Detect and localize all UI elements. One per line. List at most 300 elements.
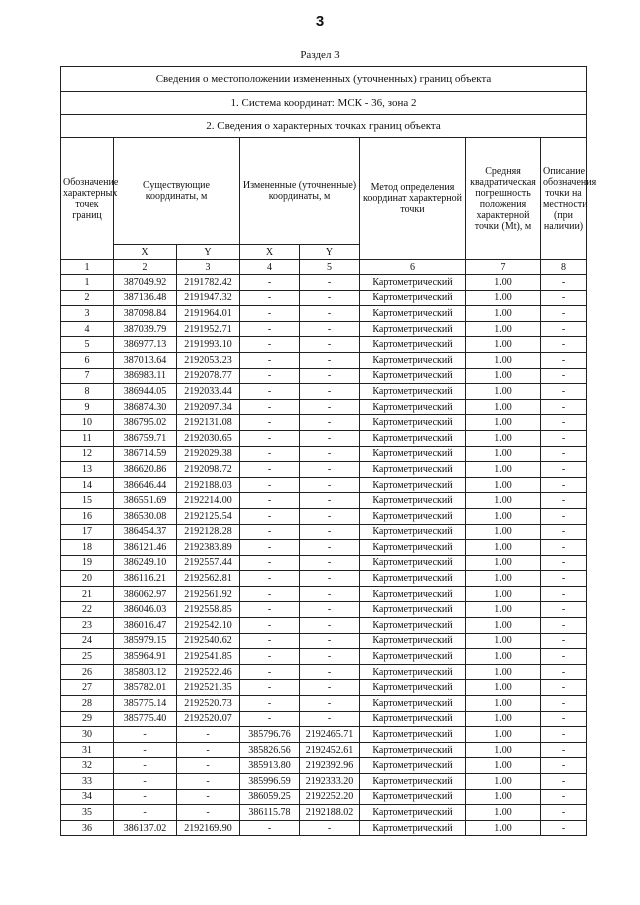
cell-accuracy: 1.00: [466, 446, 541, 462]
cell-existing-x: 386016.47: [114, 618, 177, 634]
cell-description: -: [541, 633, 587, 649]
cell-accuracy: 1.00: [466, 555, 541, 571]
cell-existing-y: 2192521.35: [177, 680, 240, 696]
table-row: [61, 384, 587, 400]
cell-existing-y: 2192557.44: [177, 555, 240, 571]
cell-accuracy: 1.00: [466, 742, 541, 758]
cell-description: -: [541, 352, 587, 368]
cell-changed-y: -: [300, 321, 360, 337]
cell-existing-y: 2192125.54: [177, 508, 240, 524]
cell-description: -: [541, 524, 587, 540]
cell-method: Картометрический: [360, 337, 466, 353]
cell-description: -: [541, 477, 587, 493]
table-row: [61, 430, 587, 446]
cell-existing-x: 386646.44: [114, 477, 177, 493]
cell-existing-y: 2192520.07: [177, 711, 240, 727]
cell-method: Картометрический: [360, 555, 466, 571]
cell-method: Картометрический: [360, 633, 466, 649]
cell-existing-x: 386062.97: [114, 586, 177, 602]
cell-existing-y: 2192169.90: [177, 820, 240, 836]
table-row: [61, 477, 587, 493]
cell-method: Картометрический: [360, 352, 466, 368]
cell-description: -: [541, 602, 587, 618]
cell-existing-y: 2192098.72: [177, 462, 240, 478]
cell-method: Картометрический: [360, 477, 466, 493]
cell-existing-x: 386714.59: [114, 446, 177, 462]
table-row: [61, 399, 587, 415]
cell-point-number: 21: [61, 586, 114, 602]
cell-method: Картометрический: [360, 306, 466, 322]
cell-method: Картометрический: [360, 820, 466, 836]
cell-existing-x: 386137.02: [114, 820, 177, 836]
cell-description: -: [541, 415, 587, 431]
table-row: [61, 352, 587, 368]
cell-accuracy: 1.00: [466, 711, 541, 727]
cell-point-number: 24: [61, 633, 114, 649]
cell-description: -: [541, 820, 587, 836]
cell-point-number: 15: [61, 493, 114, 509]
cell-description: -: [541, 430, 587, 446]
cell-method: Картометрический: [360, 446, 466, 462]
cell-changed-x: -: [240, 321, 300, 337]
column-number: 7: [466, 260, 541, 275]
cell-existing-y: 2192540.62: [177, 633, 240, 649]
cell-existing-y: 2192078.77: [177, 368, 240, 384]
cell-point-number: 32: [61, 758, 114, 774]
cell-changed-y: 2192465.71: [300, 727, 360, 743]
cell-description: -: [541, 774, 587, 790]
cell-accuracy: 1.00: [466, 275, 541, 291]
header-changed-x: X: [240, 245, 300, 260]
cell-method: Картометрический: [360, 368, 466, 384]
cell-existing-y: 2191952.71: [177, 321, 240, 337]
cell-changed-y: -: [300, 477, 360, 493]
cell-method: Картометрический: [360, 774, 466, 790]
cell-accuracy: 1.00: [466, 493, 541, 509]
table-row: [61, 337, 587, 353]
cell-existing-y: 2192383.89: [177, 540, 240, 556]
cell-existing-y: 2192558.85: [177, 602, 240, 618]
cell-changed-x: -: [240, 352, 300, 368]
cell-existing-y: -: [177, 789, 240, 805]
cell-method: Картометрический: [360, 430, 466, 446]
cell-existing-x: 385964.91: [114, 649, 177, 665]
cell-changed-x: 386059.25: [240, 789, 300, 805]
table-row: [61, 649, 587, 665]
cell-changed-x: -: [240, 555, 300, 571]
cell-method: Картометрический: [360, 586, 466, 602]
cell-existing-x: 386944.05: [114, 384, 177, 400]
cell-changed-y: -: [300, 602, 360, 618]
cell-changed-x: -: [240, 493, 300, 509]
cell-point-number: 35: [61, 805, 114, 821]
cell-method: Картометрический: [360, 696, 466, 712]
cell-existing-x: -: [114, 774, 177, 790]
column-number: 6: [360, 260, 466, 275]
cell-changed-x: -: [240, 446, 300, 462]
cell-point-number: 11: [61, 430, 114, 446]
table-row: [61, 290, 587, 306]
boundary-points-table: [60, 66, 597, 836]
cell-description: -: [541, 462, 587, 478]
cell-existing-y: 2192561.92: [177, 586, 240, 602]
cell-method: Картометрический: [360, 290, 466, 306]
cell-existing-x: 385803.12: [114, 664, 177, 680]
cell-changed-y: -: [300, 415, 360, 431]
page-number: 3: [315, 13, 325, 30]
cell-existing-x: 386454.37: [114, 524, 177, 540]
header-existing-coords: Существующие координаты, м: [114, 138, 240, 245]
cell-accuracy: 1.00: [466, 664, 541, 680]
cell-point-number: 34: [61, 789, 114, 805]
cell-point-number: 29: [61, 711, 114, 727]
cell-existing-y: 2192128.28: [177, 524, 240, 540]
cell-changed-x: -: [240, 602, 300, 618]
cell-changed-x: -: [240, 275, 300, 291]
cell-accuracy: 1.00: [466, 337, 541, 353]
cell-point-number: 26: [61, 664, 114, 680]
column-number: 4: [240, 260, 300, 275]
cell-existing-x: 387098.84: [114, 306, 177, 322]
cell-method: Картометрический: [360, 384, 466, 400]
cell-point-number: 13: [61, 462, 114, 478]
cell-method: Картометрический: [360, 508, 466, 524]
cell-description: -: [541, 618, 587, 634]
cell-existing-y: 2192097.34: [177, 399, 240, 415]
cell-accuracy: 1.00: [466, 680, 541, 696]
column-number: 3: [177, 260, 240, 275]
cell-description: -: [541, 727, 587, 743]
cell-method: Картометрический: [360, 571, 466, 587]
cell-point-number: 31: [61, 742, 114, 758]
cell-accuracy: 1.00: [466, 384, 541, 400]
cell-accuracy: 1.00: [466, 820, 541, 836]
cell-accuracy: 1.00: [466, 352, 541, 368]
cell-accuracy: 1.00: [466, 430, 541, 446]
cell-point-number: 3: [61, 306, 114, 322]
cell-changed-y: 2192333.20: [300, 774, 360, 790]
cell-existing-x: 386977.13: [114, 337, 177, 353]
cell-existing-x: 386530.08: [114, 508, 177, 524]
cell-changed-x: -: [240, 290, 300, 306]
cell-accuracy: 1.00: [466, 758, 541, 774]
table-row: [61, 805, 587, 821]
cell-description: -: [541, 805, 587, 821]
cell-point-number: 6: [61, 352, 114, 368]
table-row: [61, 540, 587, 556]
cell-accuracy: 1.00: [466, 508, 541, 524]
cell-existing-y: 2192522.46: [177, 664, 240, 680]
cell-changed-y: -: [300, 446, 360, 462]
table-row: [61, 571, 587, 587]
cell-description: -: [541, 399, 587, 415]
cell-method: Картометрический: [360, 321, 466, 337]
header-changed-coords: Измененные (уточненные) координаты, м: [240, 138, 360, 245]
cell-method: Картометрический: [360, 618, 466, 634]
cell-point-number: 10: [61, 415, 114, 431]
table-row: [61, 789, 587, 805]
cell-method: Картометрический: [360, 399, 466, 415]
cell-changed-x: 386115.78: [240, 805, 300, 821]
header-designation: Обозначение характерных точек границ: [61, 138, 114, 260]
cell-changed-x: -: [240, 820, 300, 836]
table-row: [61, 508, 587, 524]
cell-existing-x: 386620.86: [114, 462, 177, 478]
cell-changed-x: -: [240, 571, 300, 587]
cell-existing-x: -: [114, 758, 177, 774]
cell-changed-x: 385996.59: [240, 774, 300, 790]
header-accuracy: Средняя квадратическая погрешность положения характерной точки (Mt), м: [466, 138, 541, 260]
cell-accuracy: 1.00: [466, 524, 541, 540]
table-row: [61, 633, 587, 649]
cell-point-number: 18: [61, 540, 114, 556]
table-row: [61, 368, 587, 384]
table-row: [61, 321, 587, 337]
cell-description: -: [541, 306, 587, 322]
cell-method: Картометрический: [360, 524, 466, 540]
cell-accuracy: 1.00: [466, 415, 541, 431]
cell-changed-y: -: [300, 384, 360, 400]
cell-existing-x: 386983.11: [114, 368, 177, 384]
cell-existing-y: 2192053.23: [177, 352, 240, 368]
cell-description: -: [541, 384, 587, 400]
cell-existing-y: 2191947.32: [177, 290, 240, 306]
table-row: [61, 618, 587, 634]
cell-description: -: [541, 275, 587, 291]
cell-existing-y: 2192030.65: [177, 430, 240, 446]
cell-changed-x: -: [240, 368, 300, 384]
table-row: [61, 774, 587, 790]
cell-existing-x: 387039.79: [114, 321, 177, 337]
cell-point-number: 36: [61, 820, 114, 836]
cell-point-number: 27: [61, 680, 114, 696]
cell-description: -: [541, 555, 587, 571]
cell-accuracy: 1.00: [466, 462, 541, 478]
cell-point-number: 14: [61, 477, 114, 493]
cell-description: -: [541, 571, 587, 587]
column-number: 8: [541, 260, 587, 275]
table-row: [61, 727, 587, 743]
column-number: 5: [300, 260, 360, 275]
cell-accuracy: 1.00: [466, 727, 541, 743]
header-existing-x: X: [114, 245, 177, 260]
cell-accuracy: 1.00: [466, 602, 541, 618]
cell-existing-x: 386121.46: [114, 540, 177, 556]
cell-changed-x: -: [240, 508, 300, 524]
cell-method: Картометрический: [360, 540, 466, 556]
cell-existing-x: 386795.02: [114, 415, 177, 431]
cell-changed-y: -: [300, 352, 360, 368]
cell-method: Картометрический: [360, 711, 466, 727]
cell-accuracy: 1.00: [466, 321, 541, 337]
cell-description: -: [541, 337, 587, 353]
cell-point-number: 17: [61, 524, 114, 540]
cell-existing-y: 2192214.00: [177, 493, 240, 509]
cell-changed-x: -: [240, 696, 300, 712]
cell-description: -: [541, 649, 587, 665]
table-title: Сведения о местоположении измененных (уточненных) границ объекта: [61, 67, 587, 92]
cell-existing-y: -: [177, 758, 240, 774]
header-changed-y: Y: [300, 245, 360, 260]
cell-description: -: [541, 586, 587, 602]
cell-accuracy: 1.00: [466, 571, 541, 587]
cell-point-number: 9: [61, 399, 114, 415]
cell-accuracy: 1.00: [466, 618, 541, 634]
cell-changed-y: -: [300, 462, 360, 478]
table-row: [61, 306, 587, 322]
cell-point-number: 33: [61, 774, 114, 790]
cell-changed-y: 2192188.02: [300, 805, 360, 821]
cell-description: -: [541, 789, 587, 805]
cell-changed-y: -: [300, 633, 360, 649]
cell-method: Картометрический: [360, 789, 466, 805]
cell-changed-y: -: [300, 586, 360, 602]
cell-method: Картометрический: [360, 415, 466, 431]
cell-point-number: 1: [61, 275, 114, 291]
table-row: [61, 446, 587, 462]
cell-point-number: 7: [61, 368, 114, 384]
cell-existing-x: 385775.14: [114, 696, 177, 712]
cell-existing-x: -: [114, 742, 177, 758]
cell-accuracy: 1.00: [466, 399, 541, 415]
cell-existing-x: -: [114, 789, 177, 805]
cell-changed-y: -: [300, 275, 360, 291]
table-row: [61, 493, 587, 509]
cell-changed-x: -: [240, 384, 300, 400]
table-row: [61, 555, 587, 571]
table-row: [61, 696, 587, 712]
cell-changed-y: -: [300, 368, 360, 384]
cell-changed-x: 385913.80: [240, 758, 300, 774]
cell-method: Картометрический: [360, 758, 466, 774]
cell-method: Картометрический: [360, 275, 466, 291]
cell-point-number: 28: [61, 696, 114, 712]
cell-existing-x: 385979.15: [114, 633, 177, 649]
cell-changed-y: -: [300, 649, 360, 665]
cell-existing-x: -: [114, 805, 177, 821]
cell-point-number: 4: [61, 321, 114, 337]
cell-existing-x: 386551.69: [114, 493, 177, 509]
coordinate-system: 1. Система координат: МСК - 36, зона 2: [61, 92, 587, 115]
cell-changed-x: -: [240, 337, 300, 353]
column-number: 1: [61, 260, 114, 275]
cell-accuracy: 1.00: [466, 477, 541, 493]
cell-changed-x: -: [240, 649, 300, 665]
cell-description: -: [541, 446, 587, 462]
cell-existing-x: 385782.01: [114, 680, 177, 696]
cell-changed-x: -: [240, 524, 300, 540]
cell-changed-x: -: [240, 540, 300, 556]
cell-existing-y: 2192131.08: [177, 415, 240, 431]
column-number: 2: [114, 260, 177, 275]
cell-accuracy: 1.00: [466, 306, 541, 322]
cell-changed-y: -: [300, 493, 360, 509]
cell-description: -: [541, 540, 587, 556]
cell-changed-x: -: [240, 618, 300, 634]
cell-existing-x: 386116.21: [114, 571, 177, 587]
cell-changed-x: -: [240, 477, 300, 493]
cell-existing-x: 386759.71: [114, 430, 177, 446]
cell-point-number: 22: [61, 602, 114, 618]
table-row: [61, 586, 587, 602]
cell-point-number: 23: [61, 618, 114, 634]
cell-existing-y: -: [177, 727, 240, 743]
cell-point-number: 5: [61, 337, 114, 353]
cell-point-number: 8: [61, 384, 114, 400]
cell-description: -: [541, 368, 587, 384]
cell-changed-y: -: [300, 618, 360, 634]
cell-method: Картометрический: [360, 805, 466, 821]
table-row: [61, 524, 587, 540]
cell-description: -: [541, 758, 587, 774]
cell-existing-x: 385775.40: [114, 711, 177, 727]
cell-method: Картометрический: [360, 664, 466, 680]
cell-existing-y: 2192541.85: [177, 649, 240, 665]
cell-existing-x: 387013.64: [114, 352, 177, 368]
cell-changed-y: -: [300, 399, 360, 415]
cell-changed-y: 2192392.96: [300, 758, 360, 774]
cell-changed-y: -: [300, 664, 360, 680]
cell-method: Картометрический: [360, 742, 466, 758]
cell-existing-x: 386249.10: [114, 555, 177, 571]
cell-changed-x: -: [240, 306, 300, 322]
cell-description: -: [541, 508, 587, 524]
cell-changed-y: -: [300, 680, 360, 696]
table-row: [61, 742, 587, 758]
table-row: [61, 462, 587, 478]
cell-changed-x: -: [240, 664, 300, 680]
cell-method: Картометрический: [360, 602, 466, 618]
cell-point-number: 20: [61, 571, 114, 587]
cell-existing-y: 2192520.73: [177, 696, 240, 712]
cell-description: -: [541, 696, 587, 712]
cell-method: Картометрический: [360, 680, 466, 696]
cell-point-number: 30: [61, 727, 114, 743]
cell-existing-x: 387136.48: [114, 290, 177, 306]
cell-existing-y: 2191782.42: [177, 275, 240, 291]
cell-point-number: 16: [61, 508, 114, 524]
cell-accuracy: 1.00: [466, 290, 541, 306]
cell-existing-y: 2191993.10: [177, 337, 240, 353]
cell-changed-y: -: [300, 540, 360, 556]
cell-changed-x: -: [240, 711, 300, 727]
cell-description: -: [541, 290, 587, 306]
cell-description: -: [541, 321, 587, 337]
cell-description: -: [541, 680, 587, 696]
cell-changed-y: 2192252.20: [300, 789, 360, 805]
cell-existing-y: 2192562.81: [177, 571, 240, 587]
cell-existing-x: -: [114, 727, 177, 743]
table-row: [61, 664, 587, 680]
cell-point-number: 25: [61, 649, 114, 665]
cell-changed-y: -: [300, 430, 360, 446]
cell-accuracy: 1.00: [466, 368, 541, 384]
cell-existing-x: 387049.92: [114, 275, 177, 291]
cell-accuracy: 1.00: [466, 649, 541, 665]
cell-description: -: [541, 711, 587, 727]
cell-accuracy: 1.00: [466, 586, 541, 602]
table-row: [61, 415, 587, 431]
cell-method: Картометрический: [360, 727, 466, 743]
cell-changed-y: -: [300, 820, 360, 836]
cell-accuracy: 1.00: [466, 805, 541, 821]
cell-changed-x: -: [240, 680, 300, 696]
table-row: [61, 711, 587, 727]
cell-changed-y: -: [300, 711, 360, 727]
header-method: Метод определения координат характерной точки: [360, 138, 466, 260]
cell-existing-y: 2192029.38: [177, 446, 240, 462]
cell-existing-y: 2192033.44: [177, 384, 240, 400]
